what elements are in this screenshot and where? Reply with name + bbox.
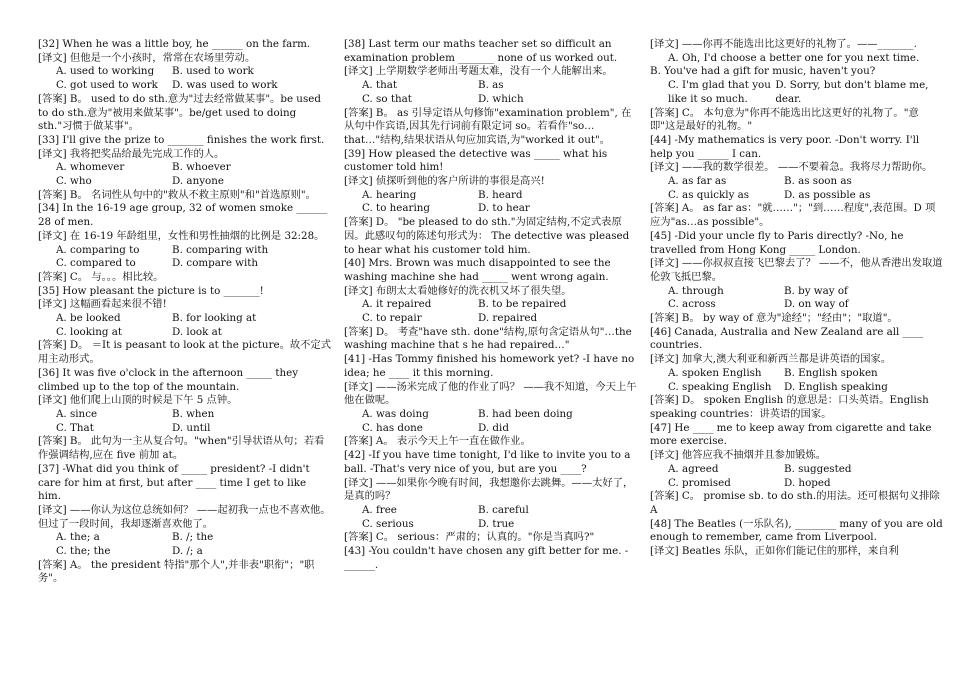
answer-options [38,531,332,545]
column-middle [344,38,638,679]
option-text: C. as quickly as [668,188,750,201]
option-text: A. it repaired [362,298,432,311]
option-text: A. was doing [362,407,429,420]
option-text: A. hearing [362,188,417,201]
option-text: D. on way of [784,298,849,311]
question-text: [48] The Beatles (一乐队名), ________ many of you are old enough to remember, came from Liverpool. [650,517,943,544]
option-text: C. looking at [56,325,123,338]
question-text: [39] How pleased the detective was _____ what his customer told him! [344,147,608,174]
explanation-text: [答案] B。 名词性从句中的"救从不救主原则"和"首选原则"。 [38,188,316,201]
question-text: [32] When he was a little boy, he ______ on the farm. [38,38,311,50]
answer-options [650,285,944,299]
option-text: C. the; the [56,545,111,558]
answer-options [650,463,944,477]
explanation-text: [译文] 侦探听到他的客户所讲的事很是高兴! [344,175,545,188]
question-text: [42] -If you have time tonight, I'd like to invite you to a ball. -That's very nice of you, but are you ____? [344,449,631,475]
option-text: D. to hear [478,202,530,215]
question-text: [35] How pleasant the picture is to _______! [38,284,264,297]
option-text: A. spoken English [668,366,762,379]
explanation-text: [答案] C。 serious：严肃的；认真的。"你是当真吗?" [344,531,595,544]
explanation-text: [译文] ——你再不能选出比这更好的礼物了。——_______. [650,38,917,50]
question-text: B. You've had a gift for music, haven't you? [650,65,876,78]
answer-options [650,52,944,66]
option-text: D. /; a [172,545,203,558]
answer-options [38,175,332,189]
explanation-text: [译文] ——如果你今晚有时间，我想邀你去跳舞。——太好了，是真的吗？ [344,476,634,503]
option-text: C. to repair [362,312,422,325]
explanation-text: [译文] 但他是一个小孩时，常常在农场里劳动。 [38,51,256,64]
option-text: A. used to working [56,65,155,78]
option-text: C. got used to work [56,79,158,92]
question-text: [47] He ____ me to keep away from cigarette and take more exercise. [650,421,932,448]
answer-options [38,408,332,422]
option-text: B. as [478,79,504,92]
explanation-text: [译文] ——汤米完成了他的作业了吗？ ——我不知道，今天上午他在做呢。 [344,380,637,407]
option-text: B. whoever [172,161,231,174]
answer-options [38,65,332,79]
answer-options [344,312,638,326]
option-text: D. true [478,517,515,530]
question-text: [38] Last term our maths teacher set so difficult an examination problem _______ none of us worked out. [344,38,618,64]
option-text: D. until [172,421,211,434]
column-right [650,38,944,679]
answer-options [38,161,332,175]
answer-options [344,93,638,107]
question-text: [44] -My mathematics is very poor. -Don't worry. I'll help you ______ I can. [650,133,920,160]
option-text: C. compared to [56,257,136,270]
answer-options [650,79,944,106]
option-text: B. comparing with [172,243,269,256]
explanation-text: [答案] C。 promise sb. to do sth.的用法。还可根据句义排除 A [650,490,940,516]
option-text: D. hoped [784,476,831,489]
answer-options [344,202,638,216]
option-text: C. to hearing [362,202,430,215]
option-text: A. free [362,503,397,516]
option-text: D. Sorry, but don't blame me, dear. [775,79,929,105]
explanation-text: [译文] Beatles 乐队，正如你们能记住的那样，来自利 [650,545,899,558]
option-text: D. which [478,92,524,105]
option-text: C. has done [362,421,423,434]
answer-options [38,312,332,326]
option-text: D. compare with [172,257,259,270]
explanation-text: [译文] ——我的数学很差。 ——不要着急。我将尽力帮助你。 [650,161,933,174]
option-text: B. suggested [784,462,852,475]
explanation-text: [答案] B。 by way of 意为"途经"；"经由"；"取道"。 [650,312,898,325]
option-text: D. as possible as [784,188,871,201]
option-text: B. heard [478,188,523,201]
question-text: [45] -Did your uncle fly to Paris directly? -No, he travelled from Hong Kong _____ London. [650,229,904,256]
option-text: C. promised [668,476,731,489]
option-text: D. anyone [172,175,224,188]
option-text: A. since [56,407,98,420]
option-text: C. That [56,421,94,434]
answer-options [344,518,638,532]
explanation-text: [译文] ——你认为这位总统如何？ ——起初我一点也不喜欢他。但过了一段时间，我却逐渐喜欢他了。 [38,503,331,530]
option-text: B. careful [478,503,529,516]
question-text: [41] -Has Tommy finished his homework yet? -I have no idea; he ____ it this morning. [344,353,635,379]
option-text: B. as soon as [784,175,852,188]
explanation-text: [译文] 加拿大,澳大利亚和新西兰都是讲英语的国家。 [650,353,892,366]
option-text: B. by way of [784,284,848,297]
option-text: A. be looked [56,312,121,325]
question-text: [46] Canada, Australia and New Zealand are all ____ countries. [650,325,924,352]
explanation-text: [译文] 他答应我不抽烟并且参加锻炼。 [650,449,827,462]
explanation-text: [译文] 我将把奖品给最先完成工作的人。 [38,147,225,160]
answer-options [650,189,944,203]
explanation-text: [译文] 布朗太太看她修好的洗衣机又坏了很失望。 [344,284,572,297]
explanation-text: [答案] C。 与。。。相比较。 [38,270,164,283]
answer-options [650,175,944,189]
option-text: C. speaking English [668,380,772,393]
answer-options [650,367,944,381]
answer-options [344,189,638,203]
option-text: B. to be repaired [478,298,567,311]
explanation-text: [答案] D。 考查"have sth. done"结构,原句含定语从句"…the washing machine that s he had repaired…" [344,325,632,352]
explanation-text: [译文] 上学期数学老师出考题太难，没有一个人能解出来。 [344,65,613,78]
option-text: B. used to work [172,65,254,78]
answer-options [38,326,332,340]
option-text: B. /; the [172,531,214,544]
option-text: C. I'm glad that you like it so much. [668,79,771,105]
answer-options [344,504,638,518]
explanation-text: [答案] D。 ＝It is peasant to look at the picture。故不定式用主动形式。 [38,339,332,366]
explanation-text: [答案] C。 本句意为"你再不能选出比这更好的礼物了。"意即"这是最好的礼物。" [650,106,919,133]
question-text: [40] Mrs. Brown was much disappointed to see the washing machine she had _____ went wrong again. [344,257,611,283]
explanation-text: [答案] A。 the president 特指"那个人",并非表"职衔"；"职务"。 [38,558,315,585]
option-text: B. English spoken [784,366,878,379]
answer-options [38,244,332,258]
answer-options [38,545,332,559]
answer-options [38,422,332,436]
option-text: A. agreed [668,462,719,475]
explanation-text: [答案] B。 as 引导定语从句修饰"examination problem", 在从句中作宾语,因其先行词前有限定词 so。若看作"so…that…"结构,结果状语从句应加宾语,为"worked it out"。 [344,106,632,146]
answer-options [650,477,944,491]
option-text: A. as far as [668,175,727,188]
explanation-text: [译文] ——你叔叔直接飞巴黎去了？ ——不，他从香港出发取道伦敦飞抵巴黎。 [650,257,943,283]
answer-options [650,298,944,312]
explanation-text: [答案] B。 used to do sth.意为"过去经常做某事"。be used to do sth.意为"被用来做某事"。be/get used to doing sth."习惯于做某事"。 [38,92,321,133]
answer-options [650,381,944,395]
explanation-text: [答案] A。 as far as："就……"；"到……程度",表范围。D 项应为"as…as possible"。 [650,202,936,229]
question-text: [36] It was five o'clock in the afternoon _____ they climbed up to the top of the mountain. [38,366,299,393]
option-text: B. had been doing [478,407,573,420]
question-text: [34] In the 16-19 age group, 32 of women smoke ______ 28 of men. [38,202,328,229]
explanation-text: [答案] B。 此句为一主从复合句。"when"引导状语从句；若看作强调结构,应在 five 前加 at。 [38,435,325,462]
answer-options [344,422,638,436]
explanation-text: [答案] A。 表示今天上午一直在做作业。 [344,435,531,448]
option-text: A. the; a [56,531,100,544]
option-text: C. across [668,298,716,311]
question-text: [33] I'll give the prize to _______ finishes the work first. [38,133,325,146]
option-text: A. comparing to [56,243,140,256]
explanation-text: [译文] 这幅画看起来很不错! [38,298,167,311]
explanation-text: [译文] 在 16-19 年龄组里，女性和男性抽烟的比例是 32:28。 [38,229,325,242]
option-text: D. English speaking [784,380,888,393]
option-text: D. was used to work [172,79,278,92]
answer-options [38,79,332,93]
option-text: C. serious [362,517,414,530]
answer-options [344,298,638,312]
option-text: D. look at [172,325,222,338]
explanation-text: [答案] D。 spoken English 的意思是：口头英语。English speaking countries：讲英语的国家。 [650,394,929,420]
option-text: B. when [172,407,215,420]
option-text: C. who [56,175,92,188]
answer-options [38,257,332,271]
option-text: B. for looking at [172,312,257,325]
option-text: C. so that [362,92,412,105]
option-text: A. Oh, I'd choose a better one for you next time. [668,51,920,64]
option-text: D. did [478,421,509,434]
option-text: A. that [362,79,398,92]
answer-options [344,79,638,93]
option-text: A. through [668,284,724,297]
option-text: A. whomever [56,161,125,174]
option-text: D. repaired [478,312,538,325]
answer-options [344,408,638,422]
question-text: [43] -You couldn't have chosen any gift better for me. -______. [344,545,629,571]
column-left [38,38,332,679]
explanation-text: [译文] 他们爬上山顶的时候是下午 5 点钟。 [38,394,238,407]
explanation-text: [答案] D。 "be pleased to do sth."为固定结构,不定式表原因。此感叹句的陈述句形式为： The detective was pleased to hear what his customer told him. [344,216,630,256]
question-text: [37] -What did you think of _____ president? -I didn't care for him at first, but after ____ time I get to like him. [38,462,310,503]
